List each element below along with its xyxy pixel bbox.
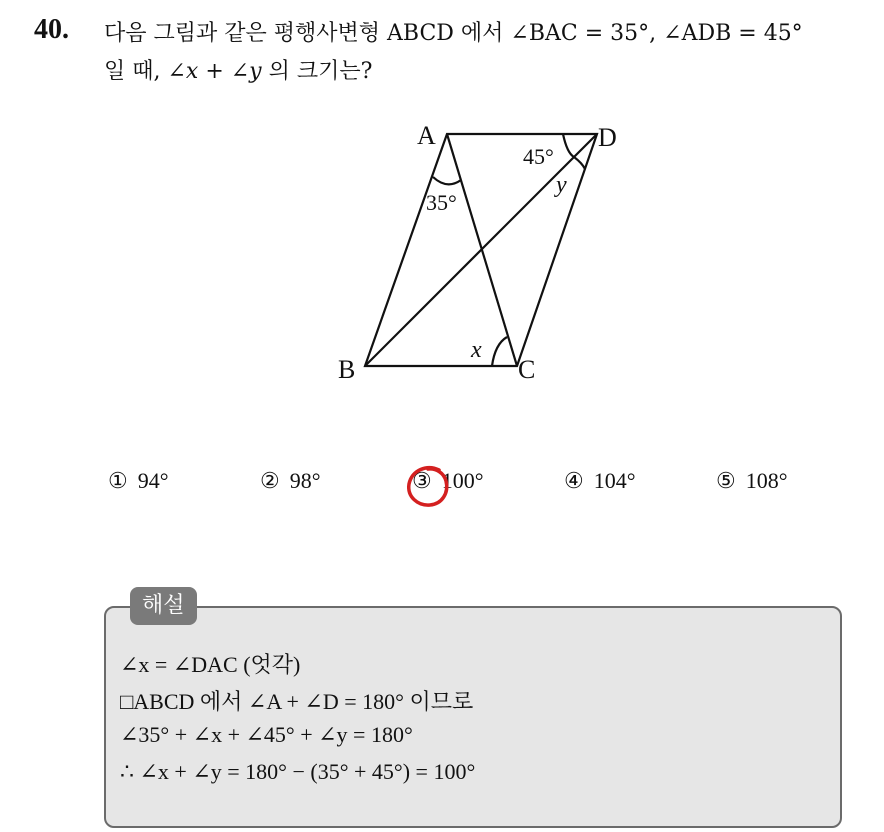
vertex-label-d: D	[598, 123, 617, 152]
choice-4[interactable]	[564, 468, 636, 494]
choice-3-value: 100°	[441, 468, 484, 493]
question-text-suffix: 의 크기는?	[261, 59, 373, 84]
angle-label-x: x	[471, 337, 482, 363]
solution-line-1: ∠x = ∠DAC (엇각)	[120, 652, 301, 677]
choice-4-marker: ④	[564, 468, 584, 493]
question-text-line2	[104, 54, 372, 85]
solution-line-2: □ABCD 에서 ∠A + ∠D = 180° 이므로	[120, 689, 474, 714]
choice-1[interactable]	[108, 468, 169, 494]
solution-line-4: ∴ ∠x + ∠y = 180° − (35° + 45°) = 100°	[120, 759, 476, 784]
choice-5-marker: ⑤	[716, 468, 736, 493]
choice-5-value: 108°	[745, 468, 788, 493]
choice-5[interactable]	[716, 468, 788, 494]
angle-arc-adb	[563, 134, 574, 157]
parallelogram-figure	[320, 110, 640, 400]
solution-label: 해설	[130, 587, 197, 625]
vertex-label-a: A	[417, 121, 436, 150]
choice-4-value: 104°	[593, 468, 636, 493]
diagonal-bd	[365, 134, 597, 366]
vertex-label-b: B	[338, 355, 356, 384]
question-math: ∠x + ∠y	[167, 59, 262, 84]
choice-1-value: 94°	[137, 468, 169, 493]
choice-3-marker: ③	[412, 468, 432, 493]
angle-label-bac: 35°	[426, 190, 457, 215]
question-number: 40.	[34, 14, 69, 45]
angle-label-y: y	[556, 172, 567, 198]
answer-circle-mark	[403, 462, 453, 510]
angle-arc-y	[574, 157, 585, 169]
question-text-line1: 다음 그림과 같은 평행사변형 ABCD 에서 ∠BAC = 35°, ∠ADB = 45°	[104, 21, 803, 46]
vertex-label-c: C	[518, 355, 536, 384]
choice-2[interactable]	[260, 468, 321, 494]
solution-line-3: ∠35° + ∠x + ∠45° + ∠y = 180°	[120, 722, 413, 747]
angle-arc-x	[492, 337, 507, 366]
angle-arc-bac	[433, 177, 461, 184]
choice-1-marker: ①	[108, 468, 128, 493]
question-text-prefix: 일 때,	[104, 59, 168, 84]
choice-2-marker: ②	[260, 468, 280, 493]
angle-label-adb: 45°	[523, 144, 554, 169]
solution-box	[104, 606, 842, 828]
choice-2-value: 98°	[289, 468, 321, 493]
